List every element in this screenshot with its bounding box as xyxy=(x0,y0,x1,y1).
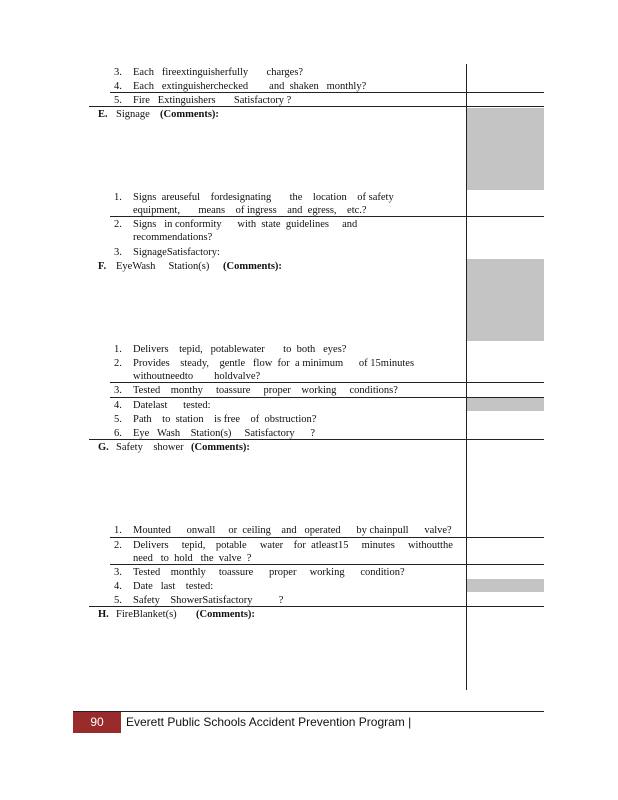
section-letter: G. xyxy=(98,442,109,453)
item-text: Path to station is free of obstruction? xyxy=(133,414,317,425)
rule xyxy=(110,397,544,398)
item-number: 5. xyxy=(114,414,122,425)
item-number: 3. xyxy=(114,385,122,396)
item-text: SignageSatisfactory: xyxy=(133,247,220,258)
item-text: Eye Wash Station(s) Satisfactory ? xyxy=(133,428,316,439)
section-title: FireBlanket(s) xyxy=(116,609,177,620)
item-number: 4. xyxy=(114,581,122,592)
item-text: withoutneedto holdvalve? xyxy=(133,371,261,382)
item-number: 1. xyxy=(114,525,122,536)
item-text: Tested monthy toassure proper working conditions? xyxy=(133,385,398,396)
page-number: 90 xyxy=(73,712,121,733)
item-number: 3. xyxy=(114,247,122,258)
item-text: Datelast tested: xyxy=(133,400,211,411)
item-text: recommendations? xyxy=(133,232,213,243)
item-text: Delivers tepid, potable water for atleast15 minutes withoutthe xyxy=(133,540,453,551)
answer-box-signage xyxy=(467,108,544,190)
item-text: Mounted onwall or ceiling and operated by chainpull valve? xyxy=(133,525,452,536)
section-comments-label: (Comments): xyxy=(191,442,250,453)
answer-box-eyewash xyxy=(467,259,544,341)
item-text: Date last tested: xyxy=(133,581,214,592)
item-number: 2. xyxy=(114,219,122,230)
section-comments-label: (Comments): xyxy=(223,261,282,272)
section-comments-label: (Comments): xyxy=(196,609,255,620)
item-number: 4. xyxy=(114,400,122,411)
item-number: 3. xyxy=(114,67,122,78)
section-title: EyeWash Station(s) xyxy=(116,261,210,272)
section-letter: F. xyxy=(98,261,107,272)
item-text: Tested monthly toassure proper working condition? xyxy=(133,567,405,578)
item-number: 5. xyxy=(114,595,122,606)
item-text: Each fireextinguisherfully charges? xyxy=(133,67,304,78)
section-title: Safety shower xyxy=(116,442,184,453)
section-letter: E. xyxy=(98,109,108,120)
item-number: 1. xyxy=(114,344,122,355)
item-text: Each extinguisherchecked and shaken monthly? xyxy=(133,81,367,92)
item-text: need to hold the valve ? xyxy=(133,553,252,564)
item-text: Signs areuseful fordesignating the location of safety xyxy=(133,192,394,203)
section-title: Signage xyxy=(116,109,150,120)
item-text: Safety ShowerSatisfactory ? xyxy=(133,595,284,606)
item-text: equipment, means of ingress and egress, etc.? xyxy=(133,205,367,216)
item-number: 2. xyxy=(114,540,122,551)
item-text: Fire Extinguishers Satisfactory ? xyxy=(133,95,292,106)
section-letter: H. xyxy=(98,609,109,620)
item-text: Delivers tepid, potablewater to both eyes? xyxy=(133,344,347,355)
item-number: 6. xyxy=(114,428,122,439)
footer-title: Everett Public Schools Accident Prevention Program | xyxy=(126,715,412,729)
rule xyxy=(110,537,544,538)
item-number: 5. xyxy=(114,95,122,106)
item-text: Signs in conformity with state guidelines and xyxy=(133,219,358,230)
item-number: 2. xyxy=(114,358,122,369)
item-number: 4. xyxy=(114,81,122,92)
item-text: Provides steady, gentle flow for a minimum of 15minutes xyxy=(133,358,415,369)
item-number: 3. xyxy=(114,567,122,578)
answer-box-shower-date xyxy=(467,579,544,592)
item-number: 1. xyxy=(114,192,122,203)
answer-box-eyewash-date xyxy=(467,398,544,411)
section-comments-label: (Comments): xyxy=(160,109,219,120)
